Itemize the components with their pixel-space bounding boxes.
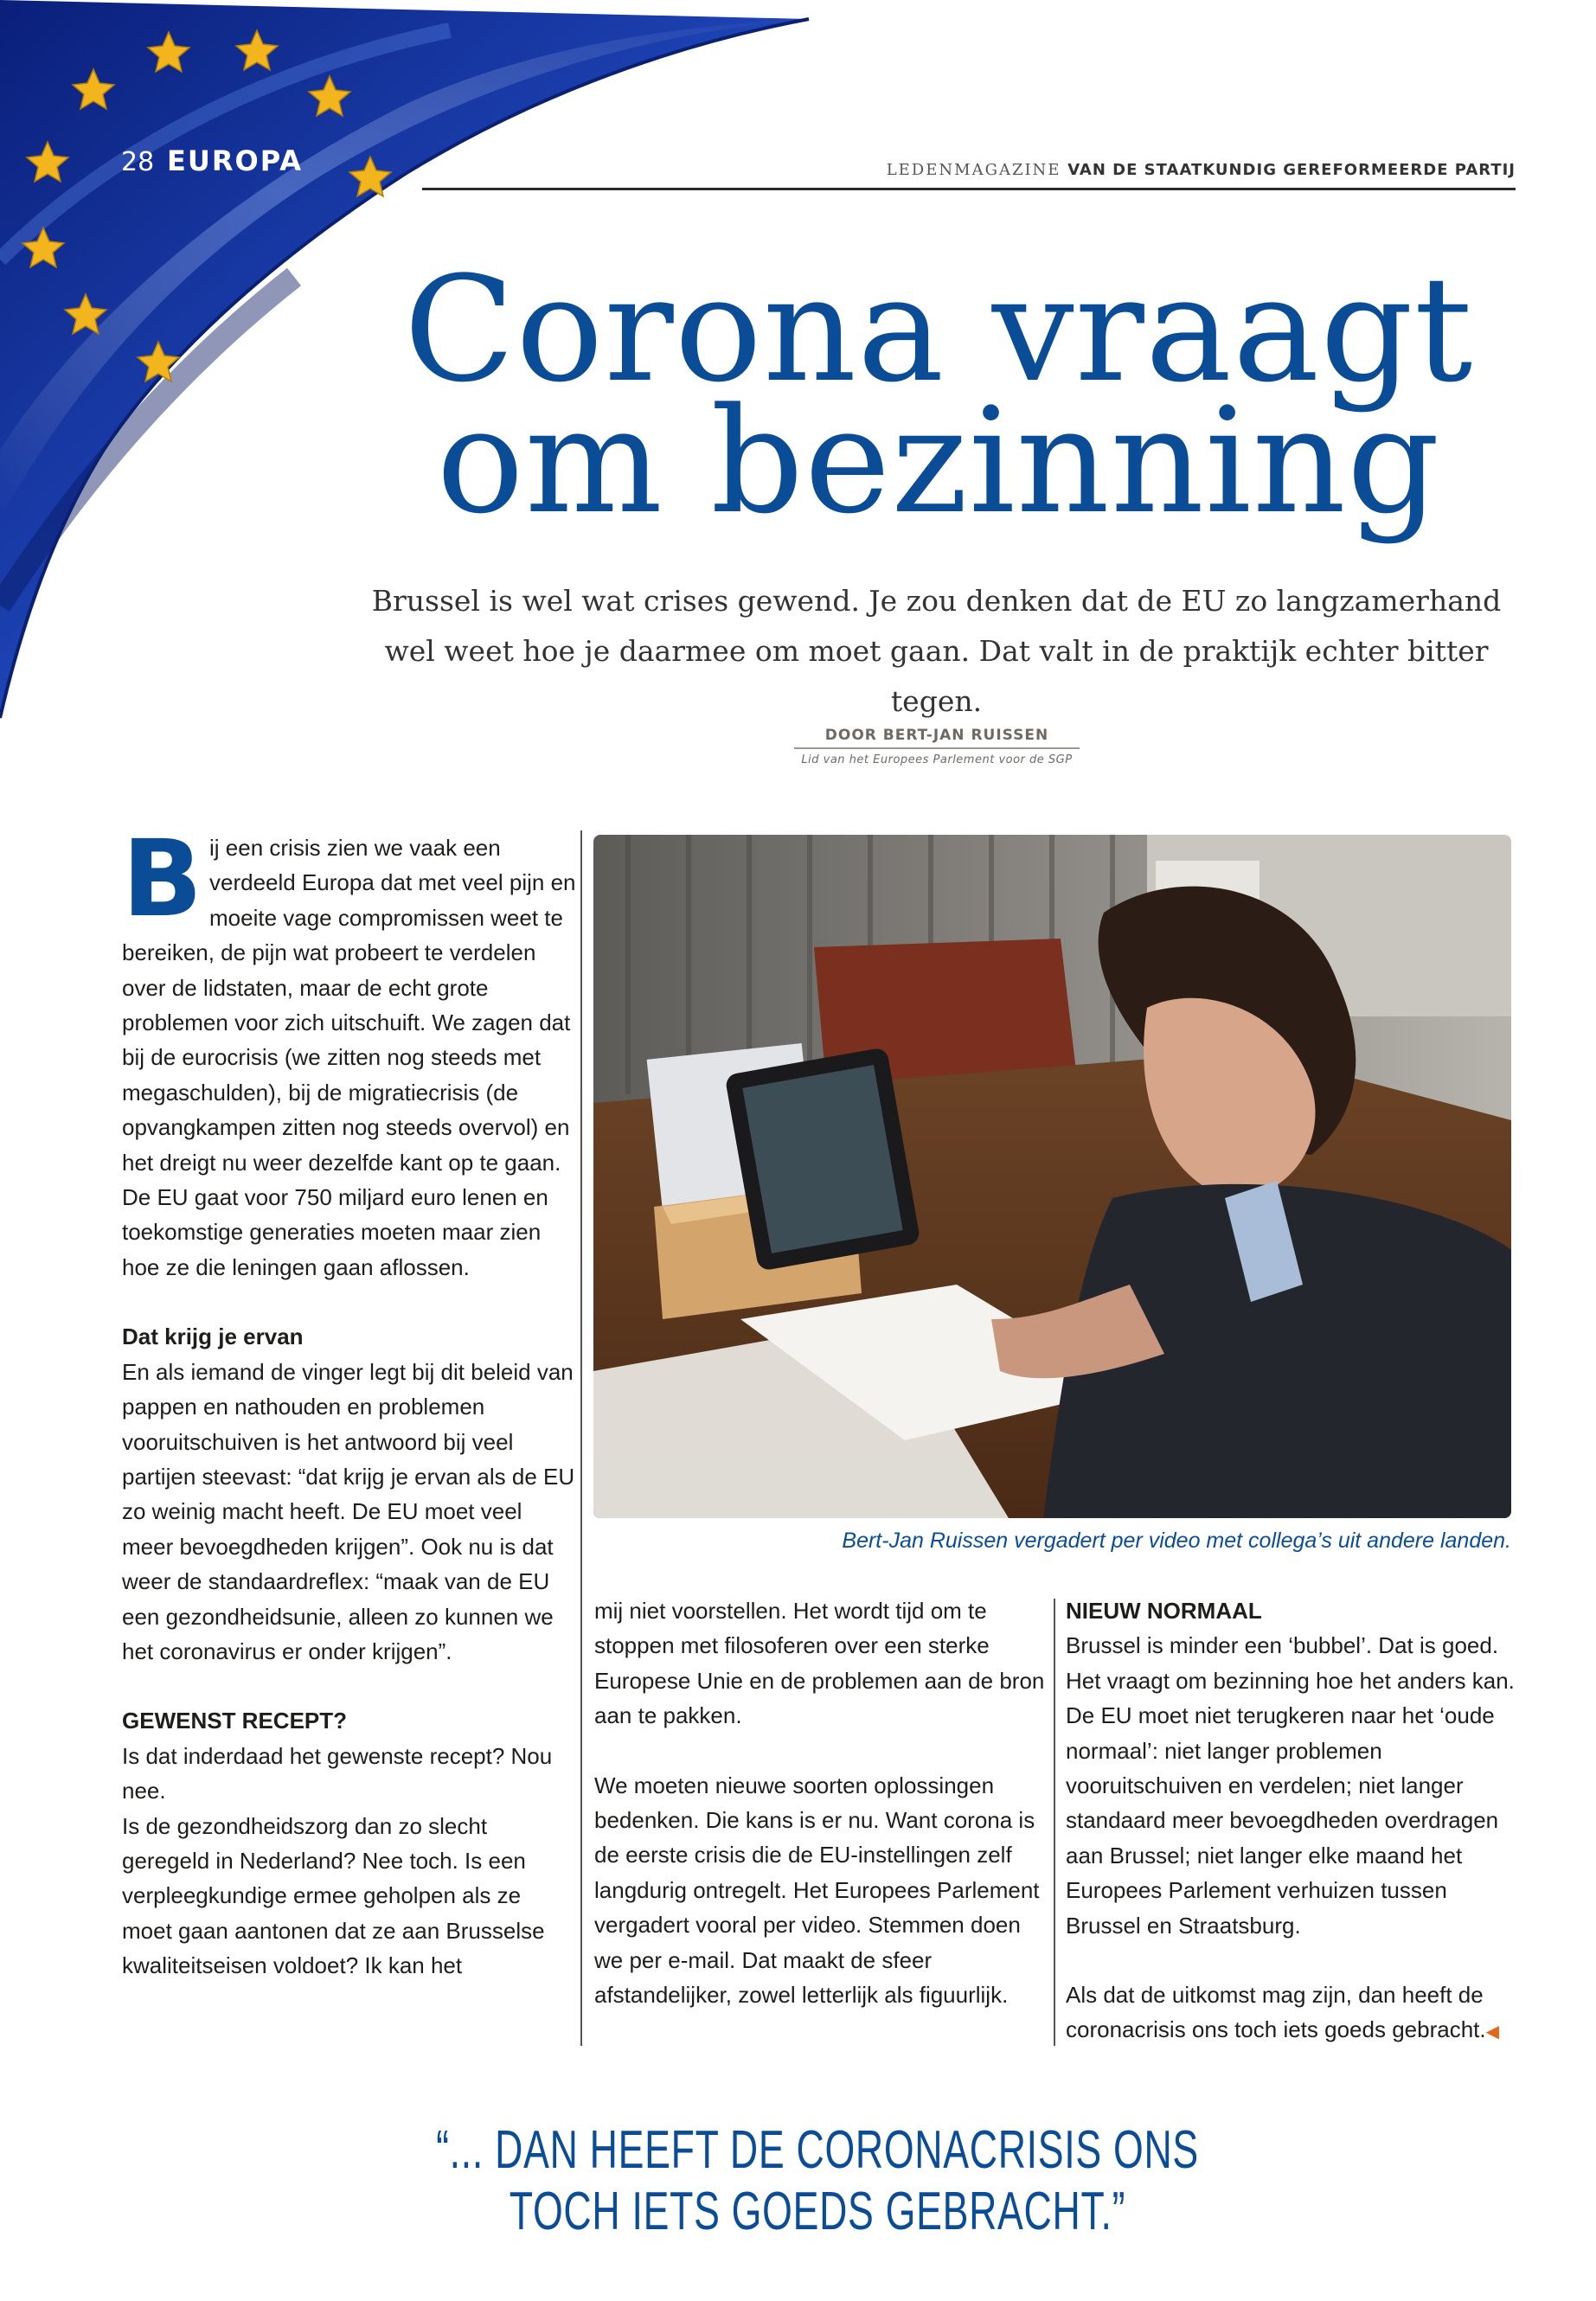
paragraph: En als iemand de vinger legt bij dit beleid van pappen en nathouden en problemen vooruitschuiven is het antwoord bij veel partijen steevast: “dat krijg je ervan als de EU zo weinig macht heeft. De EU moet veel meer bevoegdheden krijgen”. Ook nu is dat weer de standaardreflex: “maak van de EU een gezondheidsunie, alleen zo kunnen we het coronavirus er onder krijgen”. xyxy=(122,1358,575,1664)
byline-role: Lid van het Europees Parlement voor de SGP xyxy=(801,753,1073,766)
text-column-2 xyxy=(594,1593,1053,2012)
paragraph: mij niet voorstellen. Het wordt tijd om te stoppen met filosoferen over een sterke Europese Unie en de problemen aan de bron aan te pakken. xyxy=(594,1598,1045,1729)
page-number: 28 xyxy=(121,147,155,177)
column-divider xyxy=(580,830,582,2046)
subheading: GEWENST RECEPT? xyxy=(122,1708,348,1734)
article-photo xyxy=(593,835,1511,1518)
pull-quote: “... DAN HEEFT DE CORONACRISIS ONS TOCH IETS GOEDS GEBRACHT.” xyxy=(436,2120,1199,2241)
text-column-3 xyxy=(1066,1593,1520,2050)
title-line-1: Corona vraagt xyxy=(403,245,1474,414)
paragraph-text: Als dat de uitkomst mag zijn, dan heeft de coronacrisis ons toch iets goeds gebracht. xyxy=(1066,1982,1486,2043)
paragraph: Brussel is minder een ‘bubbel’. Dat is goed. Het vraagt om bezinning hoe het anders kan. De EU moet niet terugkeren naar het ‘oude normaal’: niet langer problemen vooruitschuiven en verdelen; niet langer standaard meer bevoegdheden overdragen aan Brussel; niet langer elke maand het Europees Parlement verhuizen tussen Brussel en Straatsburg. xyxy=(1066,1632,1515,1939)
header-divider xyxy=(422,188,1516,190)
photo-caption: Bert-Jan Ruissen vergadert per video met collega’s uit andere landen. xyxy=(842,1529,1511,1553)
section-title: EUROPA xyxy=(167,144,303,177)
paragraph: Is de gezondheidszorg dan zo slecht geregeld in Nederland? Nee toch. Is een verpleegkundige ermee geholpen als ze moet gaan aantonen dat ze aan Brusselse kwaliteitseisen voldoet? Ik kan het xyxy=(122,1812,545,1979)
end-of-article-icon: ◀ xyxy=(1485,2022,1499,2042)
opening-paragraph xyxy=(122,817,576,1285)
paragraph: Is dat inderdaad het gewenste recept? Nou nee. xyxy=(122,1742,553,1804)
byline-author: DOOR BERT-JAN RUISSEN xyxy=(794,727,1080,749)
subheading: NIEUW NORMAAL xyxy=(1066,1598,1262,1624)
closing-paragraph xyxy=(1066,1977,1520,2050)
subheading: Dat krijg je ervan xyxy=(122,1324,304,1350)
text-column-1 xyxy=(122,817,576,1984)
byline xyxy=(794,727,1080,766)
column-divider xyxy=(1054,1599,1055,2046)
paragraph-text: ij een crisis zien we vaak een verdeeld Europa dat met veel pijn en moeite vage compromissen weet te bereiken, de pijn wat probeert te verdelen over de lidstaten, maar de echt grote problemen voor zich uitschuift. We zagen dat bij de eurocrisis (we zitten nog steeds met megaschulden), bij de migratiecrisis (de opvangkampen zitten nog steeds overvol) en het dreigt nu weer dezelfde kant op te gaan. De EU gaat voor 750 miljard euro lenen en toekomstige generaties moeten maar zien hoe ze die leningen gaan aflossen. xyxy=(122,835,576,1280)
paragraph: We moeten nieuwe soorten oplossingen bedenken. Die kans is er nu. Want corona is de eerste crisis die de EU-instellingen zelf langdurig ontregelt. Het Europees Parlement vergadert vooral per video. Stemmen doen we per e-mail. Dat maakt de sfeer afstandelijker, zowel letterlijk als figuurlijk. xyxy=(594,1772,1040,2009)
title-line-2: om bezinning xyxy=(436,376,1441,546)
masthead-party: VAN DE STAATKUNDIG GEREFORMEERDE PARTIJ xyxy=(1067,161,1516,179)
masthead xyxy=(887,161,1516,179)
drop-cap: B xyxy=(122,817,202,940)
article-title xyxy=(381,245,1497,546)
masthead-prefix: LEDENMAGAZINE xyxy=(886,161,1061,179)
article-intro: Brussel is wel wat crises gewend. Je zou denken dat de EU zo langzamerhand wel weet hoe je daarmee om moet gaan. Dat valt in de praktijk echter bitter tegen. xyxy=(371,584,1502,718)
